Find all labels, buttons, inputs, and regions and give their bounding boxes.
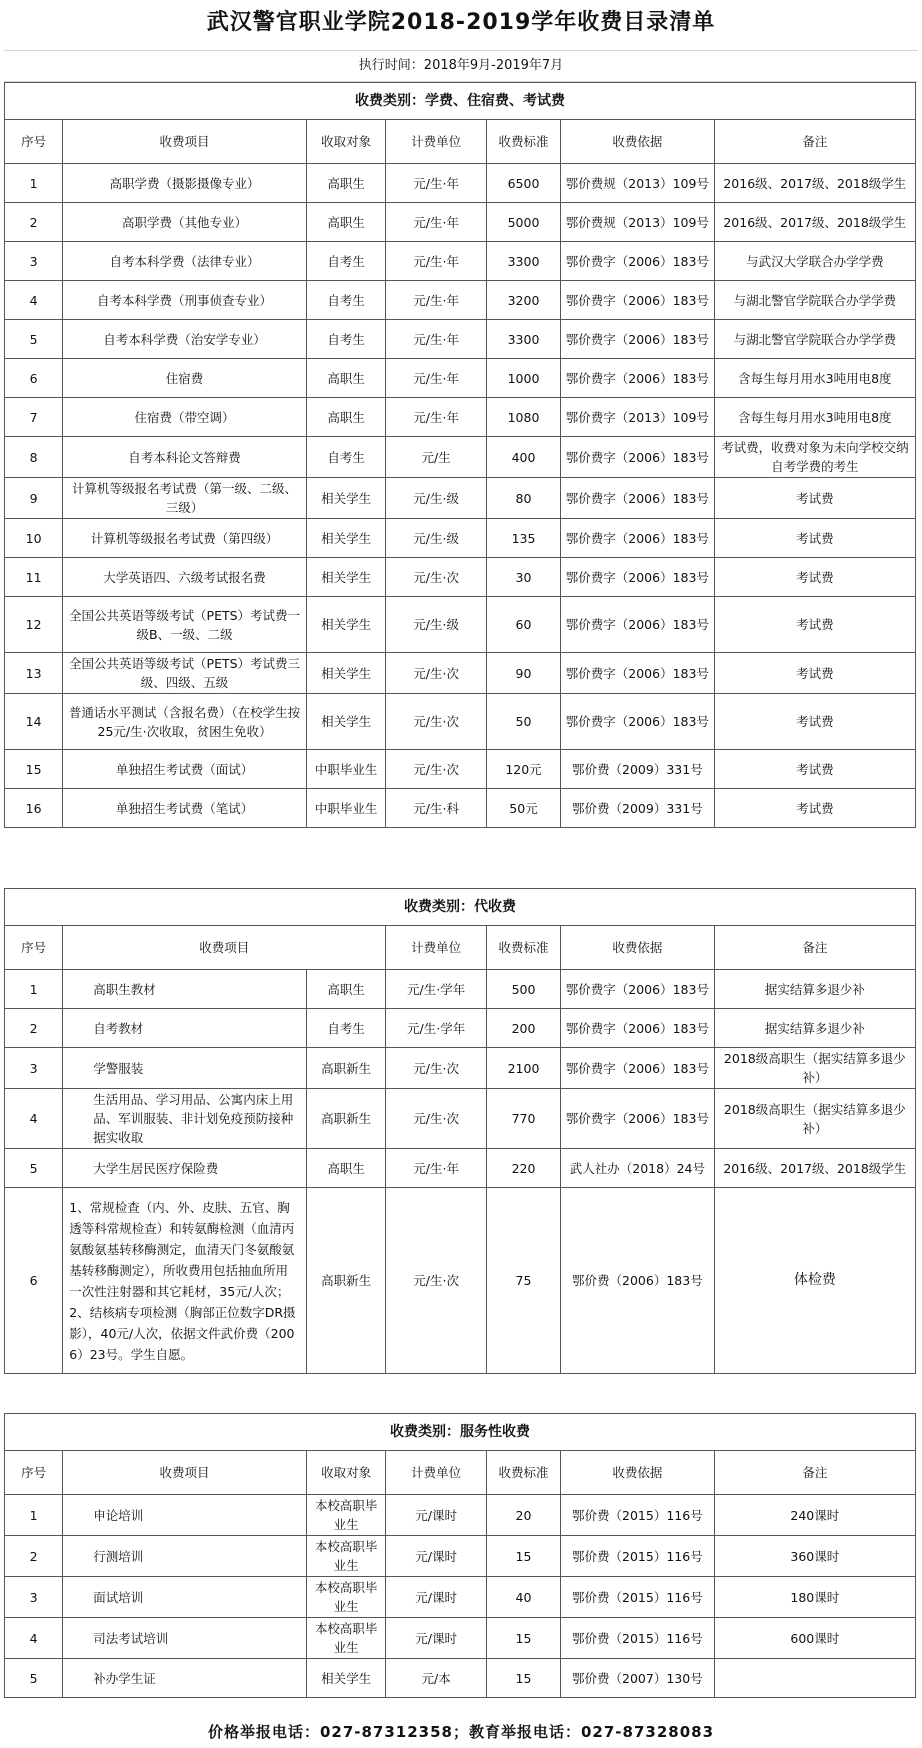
table-row: [5, 519, 916, 558]
cell-item: 住宿费（带空调）: [63, 398, 307, 437]
cell-basis: 鄂价费字（2006）183号: [561, 558, 715, 597]
cell-standard: 2100: [486, 1048, 560, 1089]
cell-remark: 考试费: [714, 653, 915, 694]
cell-unit: 元/生·次: [386, 1048, 487, 1089]
table-row: [5, 320, 916, 359]
cell-standard: 400: [486, 437, 560, 478]
cell-target: 自考生: [306, 437, 385, 478]
cell-item: 单独招生考试费（面试）: [63, 750, 307, 789]
cell-basis: 鄂价费字（2006）183号: [561, 320, 715, 359]
cell-basis: 鄂价费字（2006）183号: [561, 281, 715, 320]
cell-item: 补办学生证: [63, 1659, 307, 1698]
cell-unit: 元/生·年: [386, 359, 487, 398]
cell-target: 高职生: [306, 203, 385, 242]
cell-standard: 15: [486, 1659, 560, 1698]
cell-basis: 鄂价费字（2006）183号: [561, 694, 715, 750]
cell-item: 大学生居民医疗保险费: [63, 1149, 307, 1188]
column-header-seq: 序号: [5, 1451, 63, 1495]
cell-target: 高职生: [306, 359, 385, 398]
cell-unit: 元/生·次: [386, 1188, 487, 1374]
table-row: [5, 398, 916, 437]
header-row: [5, 120, 916, 164]
column-header-unit: 计费单位: [386, 1451, 487, 1495]
cell-unit: 元/生·学年: [386, 970, 487, 1009]
cell-standard: 40: [486, 1577, 560, 1618]
cell-item: 行测培训: [63, 1536, 307, 1577]
section-category: 收费类别：代收费: [5, 889, 916, 926]
table-row: [5, 1048, 916, 1089]
cell-target: 高职新生: [306, 1188, 385, 1374]
cell-target: 本校高职毕业生: [306, 1536, 385, 1577]
cell-standard: 50元: [486, 789, 560, 828]
cell-item: 生活用品、学习用品、公寓内床上用品、军训服装、非计划免疫预防接种据实收取: [63, 1089, 307, 1149]
table-row: [5, 1495, 916, 1536]
cell-remark: 240课时: [714, 1495, 915, 1536]
table-row: [5, 970, 916, 1009]
table-row: [5, 1188, 916, 1374]
column-header-standard: 收费标准: [486, 1451, 560, 1495]
table-row: [5, 1618, 916, 1659]
table-row: [5, 359, 916, 398]
cell-remark: 360课时: [714, 1536, 915, 1577]
cell-target: 高职生: [306, 970, 385, 1009]
cell-unit: 元/生·级: [386, 597, 487, 653]
cell-standard: 15: [486, 1618, 560, 1659]
cell-seq: 9: [5, 478, 63, 519]
cell-seq: 6: [5, 359, 63, 398]
column-header-target: 收取对象: [306, 120, 385, 164]
cell-seq: 8: [5, 437, 63, 478]
cell-unit: 元/生·级: [386, 519, 487, 558]
section-category: 收费类别：服务性收费: [5, 1414, 916, 1451]
cell-standard: 60: [486, 597, 560, 653]
table-row: [5, 281, 916, 320]
cell-remark: 考试费: [714, 558, 915, 597]
cell-remark: 2016级、2017级、2018级学生: [714, 203, 915, 242]
cell-remark: 据实结算多退少补: [714, 970, 915, 1009]
cell-remark: 考试费: [714, 597, 915, 653]
cell-target: 中职毕业生: [306, 750, 385, 789]
column-header-remark: 备注: [714, 120, 915, 164]
cell-basis: 鄂价费（2015）116号: [561, 1618, 715, 1659]
cell-unit: 元/生·年: [386, 164, 487, 203]
cell-basis: 武人社办（2018）24号: [561, 1149, 715, 1188]
cell-seq: 2: [5, 1536, 63, 1577]
cell-unit: 元/生·年: [386, 203, 487, 242]
cell-remark: 考试费: [714, 478, 915, 519]
cell-standard: 1000: [486, 359, 560, 398]
cell-unit: 元/课时: [386, 1577, 487, 1618]
cell-standard: 30: [486, 558, 560, 597]
cell-remark: 考试费: [714, 789, 915, 828]
cell-seq: 4: [5, 1618, 63, 1659]
cell-target: 自考生: [306, 320, 385, 359]
column-header-basis: 收费依据: [561, 120, 715, 164]
cell-remark: 2016级、2017级、2018级学生: [714, 164, 915, 203]
column-header-item: 收费项目: [63, 120, 307, 164]
cell-basis: 鄂价费字（2006）183号: [561, 519, 715, 558]
cell-unit: 元/生·次: [386, 694, 487, 750]
table-row: [5, 750, 916, 789]
cell-target: 相关学生: [306, 1659, 385, 1698]
cell-basis: 鄂价费规（2013）109号: [561, 203, 715, 242]
cell-item: 普通话水平测试（含报名费）（在校学生按25元/生·次收取，贫困生免收）: [63, 694, 307, 750]
cell-standard: 3300: [486, 320, 560, 359]
column-header-unit: 计费单位: [386, 926, 487, 970]
cell-remark: 2018级高职生（据实结算多退少补）: [714, 1048, 915, 1089]
cell-remark: 2016级、2017级、2018级学生: [714, 1149, 915, 1188]
category-row: [5, 889, 916, 926]
cell-item: 住宿费: [63, 359, 307, 398]
cell-seq: 11: [5, 558, 63, 597]
cell-unit: 元/生·次: [386, 653, 487, 694]
cell-unit: 元/生: [386, 437, 487, 478]
cell-unit: 元/生·次: [386, 1089, 487, 1149]
table-row: [5, 1536, 916, 1577]
cell-basis: 鄂价费字（2006）183号: [561, 1089, 715, 1149]
table-row: [5, 203, 916, 242]
cell-target: 本校高职毕业生: [306, 1618, 385, 1659]
cell-target: 中职毕业生: [306, 789, 385, 828]
cell-item: 自考本科学费（治安学专业）: [63, 320, 307, 359]
cell-seq: 14: [5, 694, 63, 750]
column-header-remark: 备注: [714, 1451, 915, 1495]
cell-item: 学警服装: [63, 1048, 307, 1089]
column-header-remark: 备注: [714, 926, 915, 970]
cell-basis: 鄂价费（2015）116号: [561, 1577, 715, 1618]
cell-seq: 2: [5, 203, 63, 242]
column-header-standard: 收费标准: [486, 926, 560, 970]
cell-remark: 考试费: [714, 750, 915, 789]
cell-basis: 鄂价费字（2006）183号: [561, 359, 715, 398]
table-row: [5, 164, 916, 203]
header-row: [5, 926, 916, 970]
column-header-basis: 收费依据: [561, 1451, 715, 1495]
cell-item: 计算机等级报名考试费（第四级）: [63, 519, 307, 558]
table-row: [5, 558, 916, 597]
cell-remark: 考试费: [714, 694, 915, 750]
cell-standard: 90: [486, 653, 560, 694]
cell-item: 全国公共英语等级考试（PETS）考试费一级B、一级、二级: [63, 597, 307, 653]
cell-basis: 鄂价费字（2006）183号: [561, 970, 715, 1009]
cell-target: 相关学生: [306, 519, 385, 558]
category-row: [5, 1414, 916, 1451]
cell-seq: 1: [5, 164, 63, 203]
table-row: [5, 1577, 916, 1618]
cell-seq: 1: [5, 970, 63, 1009]
category-row: [5, 83, 916, 120]
cell-item: 自考教材: [63, 1009, 307, 1048]
cell-item: 全国公共英语等级考试（PETS）考试费三级、四级、五级: [63, 653, 307, 694]
cell-item: 自考本科学费（法律专业）: [63, 242, 307, 281]
cell-seq: 4: [5, 1089, 63, 1149]
cell-seq: 16: [5, 789, 63, 828]
cell-target: 自考生: [306, 242, 385, 281]
cell-item: 司法考试培训: [63, 1618, 307, 1659]
cell-standard: 6500: [486, 164, 560, 203]
table-row: [5, 597, 916, 653]
cell-basis: 鄂价费（2009）331号: [561, 750, 715, 789]
cell-standard: 220: [486, 1149, 560, 1188]
cell-unit: 元/课时: [386, 1495, 487, 1536]
cell-standard: 500: [486, 970, 560, 1009]
cell-basis: 鄂价费（2007）130号: [561, 1659, 715, 1698]
column-header-standard: 收费标准: [486, 120, 560, 164]
cell-seq: 3: [5, 1048, 63, 1089]
cell-target: 相关学生: [306, 558, 385, 597]
cell-unit: 元/生·级: [386, 478, 487, 519]
fee-table-tuition: [4, 82, 916, 828]
column-header-item: 收费项目: [63, 1451, 307, 1495]
report-hotlines: 价格举报电话：027-87312358；教育举报电话：027-87328083: [207, 1723, 715, 1741]
cell-basis: 鄂价费（2015）116号: [561, 1536, 715, 1577]
cell-remark: 含每生每月用水3吨用电8度: [714, 398, 915, 437]
cell-remark: 与湖北警官学院联合办学学费: [714, 320, 915, 359]
cell-basis: 鄂价费（2009）331号: [561, 789, 715, 828]
cell-unit: 元/生·次: [386, 750, 487, 789]
cell-standard: 120元: [486, 750, 560, 789]
cell-standard: 80: [486, 478, 560, 519]
cell-seq: 3: [5, 242, 63, 281]
cell-basis: 鄂价费（2015）116号: [561, 1495, 715, 1536]
cell-basis: 鄂价费字（2006）183号: [561, 597, 715, 653]
cell-unit: 元/课时: [386, 1536, 487, 1577]
cell-target: 本校高职毕业生: [306, 1495, 385, 1536]
cell-target: 高职新生: [306, 1048, 385, 1089]
cell-unit: 元/生·学年: [386, 1009, 487, 1048]
cell-standard: 75: [486, 1188, 560, 1374]
cell-target: 自考生: [306, 281, 385, 320]
cell-standard: 20: [486, 1495, 560, 1536]
header-row: [5, 1451, 916, 1495]
cell-basis: 鄂价费规（2013）109号: [561, 164, 715, 203]
cell-target: 相关学生: [306, 478, 385, 519]
cell-item: 高职生教材: [63, 970, 307, 1009]
cell-basis: 鄂价费字（2006）183号: [561, 653, 715, 694]
cell-seq: 2: [5, 1009, 63, 1048]
cell-standard: 15: [486, 1536, 560, 1577]
cell-seq: 6: [5, 1188, 63, 1374]
execution-period: 执行时间：2018年9月-2019年7月: [4, 50, 918, 82]
fee-table-agency: [4, 888, 916, 1374]
table-row: [5, 1149, 916, 1188]
cell-item: 高职学费（其他专业）: [63, 203, 307, 242]
cell-target: 相关学生: [306, 653, 385, 694]
column-header-basis: 收费依据: [561, 926, 715, 970]
cell-remark: 与湖北警官学院联合办学学费: [714, 281, 915, 320]
cell-unit: 元/生·年: [386, 281, 487, 320]
table-row: [5, 694, 916, 750]
cell-remark: 180课时: [714, 1577, 915, 1618]
cell-item: 申论培训: [63, 1495, 307, 1536]
column-header-item: 收费项目: [63, 926, 386, 970]
section-category: 收费类别：学费、住宿费、考试费: [5, 83, 916, 120]
cell-remark: 考试费: [714, 519, 915, 558]
column-header-unit: 计费单位: [386, 120, 487, 164]
cell-item: 高职学费（摄影摄像专业）: [63, 164, 307, 203]
cell-seq: 10: [5, 519, 63, 558]
cell-target: 高职新生: [306, 1089, 385, 1149]
table-row: [5, 437, 916, 478]
cell-unit: 元/生·年: [386, 398, 487, 437]
cell-standard: 3300: [486, 242, 560, 281]
cell-unit: 元/生·科: [386, 789, 487, 828]
cell-item: 自考本科学费（刑事侦查专业）: [63, 281, 307, 320]
table-row: [5, 1089, 916, 1149]
cell-standard: 50: [486, 694, 560, 750]
cell-basis: 鄂价费（2006）183号: [561, 1188, 715, 1374]
cell-standard: 200: [486, 1009, 560, 1048]
table-row: [5, 1009, 916, 1048]
cell-seq: 5: [5, 1149, 63, 1188]
cell-target: 自考生: [306, 1009, 385, 1048]
page-title: 武汉警官职业学院2018-2019学年收费目录清单: [206, 10, 716, 35]
cell-remark: 含每生每月用水3吨用电8度: [714, 359, 915, 398]
cell-basis: 鄂价费字（2006）183号: [561, 1048, 715, 1089]
cell-unit: 元/课时: [386, 1618, 487, 1659]
cell-basis: 鄂价费字（2006）183号: [561, 1009, 715, 1048]
column-header-seq: 序号: [5, 926, 63, 970]
table-row: [5, 1659, 916, 1698]
cell-seq: 7: [5, 398, 63, 437]
cell-seq: 5: [5, 1659, 63, 1698]
cell-item: 自考本科论文答辩费: [63, 437, 307, 478]
table-row: [5, 478, 916, 519]
cell-item: 1、常规检查（内、外、皮肤、五官、胸透等科常规检查）和转氨酶检测（血清丙氨酸氨基转移酶测定，血清天门冬氨酸氨基转移酶测定），所收费用包括抽血所用一次性注射器和其它耗材，35元/人次； 2、结核病专项检测（胸部正位数字DR摄影），40元/人次，依据文件武价费（2006）23号。学生自愿。: [63, 1188, 307, 1374]
cell-remark: [714, 1659, 915, 1698]
cell-seq: 5: [5, 320, 63, 359]
cell-unit: 元/生·次: [386, 558, 487, 597]
cell-seq: 1: [5, 1495, 63, 1536]
cell-target: 相关学生: [306, 597, 385, 653]
table-row: [5, 789, 916, 828]
cell-standard: 135: [486, 519, 560, 558]
cell-item: 面试培训: [63, 1577, 307, 1618]
cell-standard: 5000: [486, 203, 560, 242]
cell-remark: 体检费: [714, 1188, 915, 1374]
cell-remark: 据实结算多退少补: [714, 1009, 915, 1048]
cell-unit: 元/生·年: [386, 1149, 487, 1188]
cell-basis: 鄂价费字（2006）183号: [561, 437, 715, 478]
column-header-target: 收取对象: [306, 1451, 385, 1495]
cell-standard: 3200: [486, 281, 560, 320]
cell-target: 本校高职毕业生: [306, 1577, 385, 1618]
cell-remark: 2018级高职生（据实结算多退少补）: [714, 1089, 915, 1149]
cell-seq: 4: [5, 281, 63, 320]
fee-table-service: [4, 1413, 916, 1698]
cell-standard: 770: [486, 1089, 560, 1149]
column-header-seq: 序号: [5, 120, 63, 164]
cell-basis: 鄂价费字（2006）183号: [561, 478, 715, 519]
cell-target: 高职生: [306, 164, 385, 203]
cell-remark: 考试费，收费对象为未向学校交纳自考学费的考生: [714, 437, 915, 478]
cell-unit: 元/生·年: [386, 320, 487, 359]
cell-item: 计算机等级报名考试费（第一级、二级、三级）: [63, 478, 307, 519]
cell-basis: 鄂价费字（2013）109号: [561, 398, 715, 437]
table-row: [5, 242, 916, 281]
cell-seq: 15: [5, 750, 63, 789]
cell-remark: 与武汉大学联合办学学费: [714, 242, 915, 281]
cell-target: 高职生: [306, 1149, 385, 1188]
table-row: [5, 653, 916, 694]
cell-seq: 3: [5, 1577, 63, 1618]
cell-seq: 13: [5, 653, 63, 694]
cell-basis: 鄂价费字（2006）183号: [561, 242, 715, 281]
cell-item: 单独招生考试费（笔试）: [63, 789, 307, 828]
cell-unit: 元/生·年: [386, 242, 487, 281]
cell-target: 相关学生: [306, 694, 385, 750]
cell-remark: 600课时: [714, 1618, 915, 1659]
cell-standard: 1080: [486, 398, 560, 437]
cell-target: 高职生: [306, 398, 385, 437]
cell-unit: 元/本: [386, 1659, 487, 1698]
cell-seq: 12: [5, 597, 63, 653]
cell-item: 大学英语四、六级考试报名费: [63, 558, 307, 597]
